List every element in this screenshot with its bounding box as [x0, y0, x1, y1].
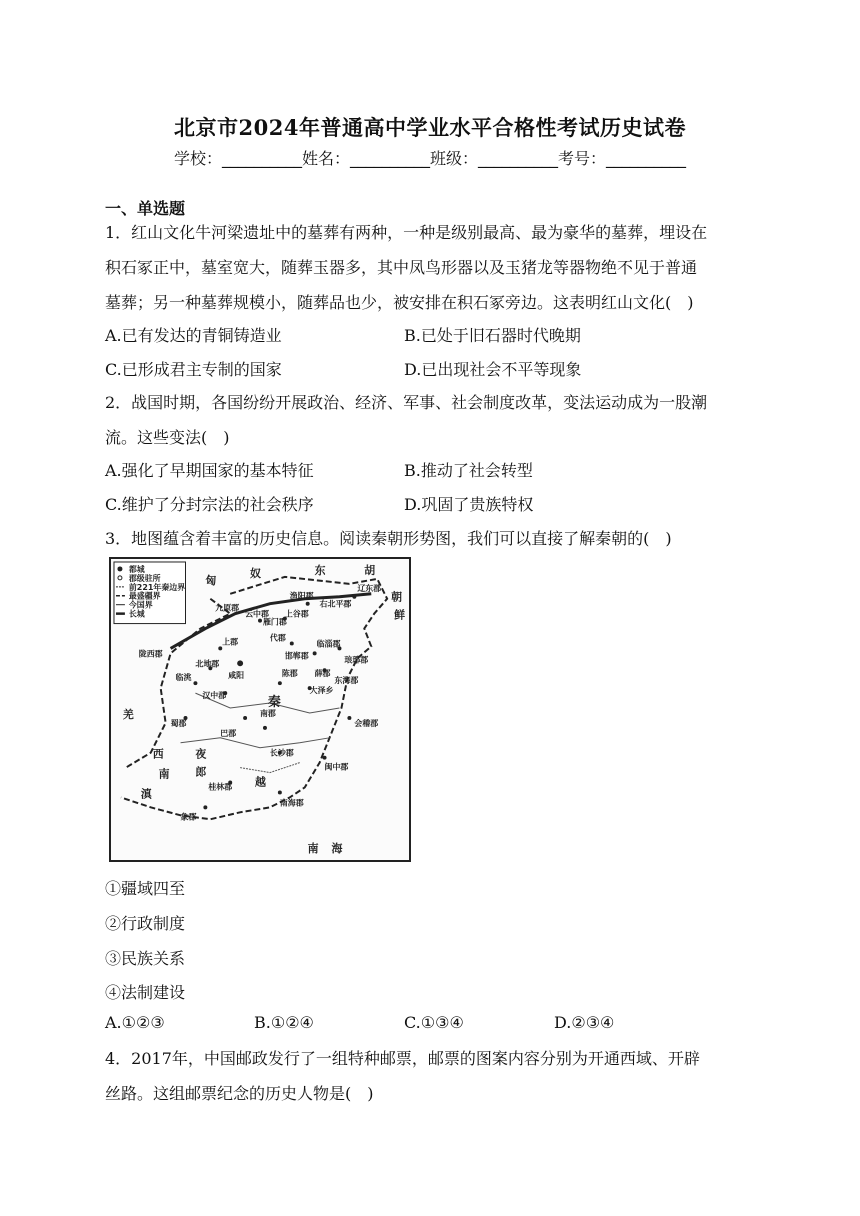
student-info-line: 学校：__________姓名：__________班级：__________考号：__________: [173, 149, 686, 168]
map-label-dazexiang: 大泽乡: [309, 686, 334, 696]
q1-line-2: 积石冢正中，墓室宽大，随葬玉器多，其中凤鸟形器以及玉猪龙等器物绝不见于普通: [105, 258, 698, 277]
q1-option-b[interactable]: B.已处于旧石器时代晚期: [404, 326, 581, 345]
exam-title: 北京市2024年普通高中学业水平合格性考试历史试卷: [174, 115, 686, 140]
map-label-donghai: 东海郡: [334, 676, 359, 686]
q3-line-1: 3．地图蕴含着丰富的历史信息。阅读秦朝形势图，我们可以直接了解秦朝的( ): [105, 529, 672, 548]
legend-label-capital: 都城: [128, 564, 145, 574]
map-label-dian: 滇: [140, 787, 152, 801]
qin-dynasty-map: [109, 557, 411, 862]
map-label-jiuyuan: 九原郡: [215, 603, 240, 613]
map-label-ba: 巴郡: [220, 728, 237, 738]
map-label-nanjun: 南郡: [260, 708, 276, 718]
q3-option-c[interactable]: C.①③④: [404, 1013, 464, 1032]
map-label-chen: 陈郡: [281, 669, 298, 679]
map-label-yanmen: 雁门郡: [262, 617, 287, 627]
map-label-xian: 鲜: [394, 608, 406, 622]
q2-line-2: 流。这些变法( ): [105, 428, 230, 447]
river-line-2: [181, 738, 330, 748]
qin-map-svg: [111, 559, 409, 860]
q1-line-1: 1．红山文化牛河梁遗址中的墓葬有两种，一种是级别最高、最为豪华的墓葬，埋设在: [105, 223, 708, 242]
map-label-minzhong: 闽中郡: [324, 762, 349, 772]
map-label-xi: 西: [152, 747, 164, 761]
q3-statement-1: ①疆域四至: [105, 879, 186, 898]
q3-option-d[interactable]: D.②③④: [554, 1013, 615, 1032]
map-label-yunzhong: 云中郡: [245, 609, 269, 619]
q1-line-3: 墓葬；另一种墓葬规模小，随葬品也少，被安排在积石冢旁边。这表明红山文化( ): [105, 293, 694, 312]
map-label-lintao: 临洮: [175, 673, 192, 683]
map-label-kuaiji: 会稽郡: [354, 718, 379, 728]
map-label-nan-sea: 南: [307, 842, 319, 856]
q2-option-b[interactable]: B.推动了社会转型: [404, 461, 533, 480]
map-label-handan: 邯郸郡: [284, 651, 309, 661]
legend-label-wall: 长城: [128, 609, 145, 619]
q4-line-2: 丝路。这组邮票纪念的历史人物是( ): [105, 1084, 374, 1103]
map-label-nanhai: 南海郡: [279, 798, 304, 808]
map-label-lang: 郎: [195, 765, 207, 779]
q1-option-d[interactable]: D.已出现社会不平等现象: [404, 360, 582, 379]
map-label-dai: 代郡: [269, 633, 286, 643]
map-label-shu: 蜀郡: [170, 718, 187, 728]
q2-line-1: 2．战国时期，各国纷纷开展政治、经济、军事、社会制度改革，变法运动成为一股潮: [105, 393, 708, 412]
legend-label-border-221: 前221年秦边界: [128, 582, 186, 592]
q2-option-d[interactable]: D.巩固了贵族特权: [404, 495, 534, 514]
q3-option-b[interactable]: B.①②④: [254, 1013, 314, 1032]
map-label-youbeiping: 右北平郡: [319, 599, 352, 609]
border-221-line: [240, 763, 300, 773]
legend-capital-icon: [117, 566, 122, 571]
map-label-ye: 夜: [195, 747, 207, 761]
q3-statement-2: ②行政制度: [105, 914, 186, 933]
map-label-longxi: 陇西郡: [138, 649, 163, 659]
map-label-chao: 朝: [391, 590, 403, 604]
map-label-xue: 薛郡: [314, 669, 331, 679]
q1-option-a[interactable]: A.已有发达的青铜铸造业: [105, 326, 282, 345]
map-label-xiong: 匈: [205, 573, 217, 587]
map-label-langya: 琅琊郡: [344, 655, 369, 665]
legend-label-max-border: 最盛疆界: [128, 591, 161, 601]
q4-line-1: 4．2017年，中国邮政发行了一组特种邮票，邮票的图案内容分别为开通西域、开辟: [105, 1049, 700, 1068]
map-label-qin: 秦: [267, 695, 281, 711]
map-label-beidi: 北地郡: [195, 659, 220, 669]
map-label-qiang: 羌: [122, 707, 134, 721]
q3-statement-3: ③民族关系: [105, 949, 186, 968]
map-label-dong: 东: [314, 563, 326, 577]
map-label-liaodong: 辽东郡: [357, 583, 382, 593]
section-heading: 一、单选题: [105, 199, 186, 218]
map-label-nan: 南: [158, 767, 170, 781]
map-label-shanggu: 上谷郡: [284, 609, 309, 619]
map-label-shang: 上郡: [222, 637, 239, 647]
q3-statement-4: ④法制建设: [105, 983, 186, 1002]
map-label-hu: 胡: [364, 563, 376, 577]
map-label-yue: 越: [255, 775, 266, 789]
q2-option-a[interactable]: A.强化了早期国家的基本特征: [105, 461, 314, 480]
legend-label-modern-border: 今国界: [128, 600, 153, 610]
map-label-hai: 海: [331, 842, 343, 856]
map-label-xiang: 象郡: [180, 812, 197, 822]
legend-label-seat: 郡级驻所: [128, 573, 161, 583]
q1-option-c[interactable]: C.已形成君主专制的国家: [105, 360, 282, 379]
map-label-xianyang: 咸阳: [228, 671, 245, 681]
map-label-linzi: 临淄郡: [316, 639, 341, 649]
map-label-changsha: 长沙郡: [269, 748, 294, 758]
map-label-nu: 奴: [250, 566, 261, 580]
map-label-yuyang: 渔阳郡: [289, 591, 314, 601]
q2-option-c[interactable]: C.维护了分封宗法的社会秩序: [105, 495, 314, 514]
q3-option-a[interactable]: A.①②③: [105, 1013, 165, 1032]
map-label-guilin: 桂林郡: [208, 782, 233, 792]
map-label-hanzhong: 汉中郡: [202, 691, 227, 701]
